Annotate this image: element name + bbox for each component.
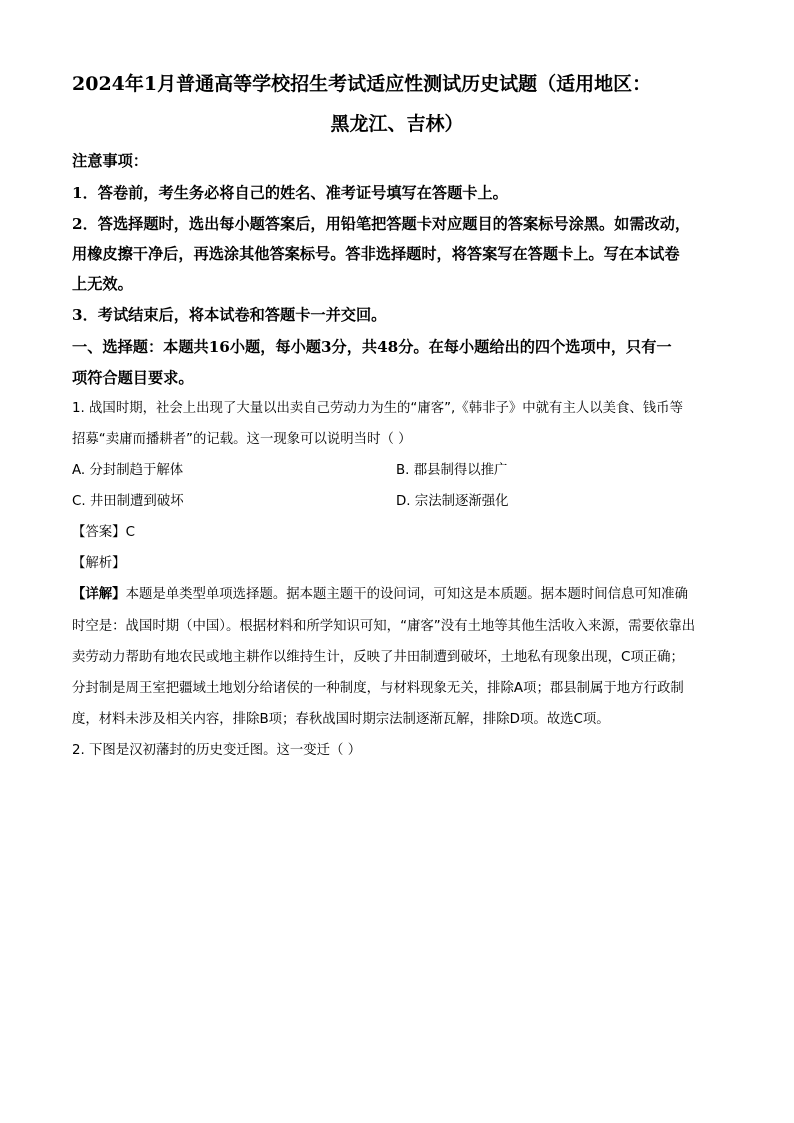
answer-value: C — [125, 525, 135, 540]
question-1-detail-line-1 — [72, 585, 732, 605]
notice-item-2-line-3: 上无效。 — [72, 275, 133, 293]
question-1-detail-line-4: 分封制是周王室把疆域土地划分给诸侯的一种制度，与材料现象无关，排除A项；郡县制属于地方行政制 — [72, 681, 684, 696]
notice-item-2-line-2: 用橡皮擦干净后，再选涂其他答案标号。答非选择题时，将答案写在答题卡上。写在本试卷 — [72, 245, 680, 263]
question-1-stem-line-1: 1. 战国时期，社会上出现了大量以出卖自己劳动力为生的“庸客”,《韩非子》中就有主人以美食、钱币等 — [72, 401, 683, 416]
question-1-stem-line-2: 招募“卖庸而播耕者”的记载。这一现象可以说明当时（ ） — [72, 432, 412, 447]
section-1-heading-line-2: 项符合题目要求。 — [72, 369, 194, 387]
question-1-analysis-label: 【解析】 — [72, 556, 126, 571]
question-1-detail-line-2: 时空是：战国时期（中国）。根据材料和所学知识可知，“庸客”没有土地等其他生活收入来源，需要依靠出 — [72, 619, 696, 634]
notice-item-2-line-1: 2．答选择题时，选出每小题答案后，用铅笔把答题卡对应题目的答案标号涂黑。如需改动， — [72, 215, 691, 233]
question-2-stem-line-1: 2. 下图是汉初藩封的历史变迁图。这一变迁（ ） — [72, 743, 362, 758]
notice-item-1: 1．答卷前，考生务必将自己的姓名、准考证号填写在答题卡上。 — [72, 184, 508, 202]
detail-text-1: 本题是单类型单项选择题。据本题主题干的设问词，可知这是本质题。据本题时间信息可知准确 — [125, 587, 688, 602]
question-1-detail-line-5: 度，材料未涉及相关内容，排除B项；春秋战国时期宗法制逐渐瓦解，排除D项。故选C项。 — [72, 712, 610, 727]
question-1-detail-line-3: 卖劳动力帮助有地农民或地主耕作以维持生计，反映了井田制遭到破坏，土地私有现象出现，C项正确； — [72, 650, 684, 665]
question-1-option-d: D. 宗法制逐渐强化 — [396, 494, 509, 509]
detail-label: 【详解】 — [72, 587, 126, 602]
question-1-option-a: A. 分封制趋于解体 — [72, 463, 184, 478]
notice-item-3: 3．考试结束后，将本试卷和答题卡一并交回。 — [72, 306, 387, 324]
question-1-option-b: B. 郡县制得以推广 — [396, 463, 508, 478]
document-title-line-1: 2024年1月普通高等学校招生考试适应性测试历史试题（适用地区： — [72, 73, 652, 95]
question-1-answer — [72, 523, 732, 543]
question-1-option-c: C. 井田制遭到破坏 — [72, 494, 184, 509]
document-title-line-2: 黑龙江、吉林） — [330, 113, 464, 135]
section-1-heading-line-1: 一、选择题：本题共16小题，每小题3分，共48分。在每小题给出的四个选项中，只有一 — [72, 338, 672, 356]
notice-heading: 注意事项： — [72, 152, 148, 170]
answer-label: 【答案】 — [72, 525, 126, 540]
